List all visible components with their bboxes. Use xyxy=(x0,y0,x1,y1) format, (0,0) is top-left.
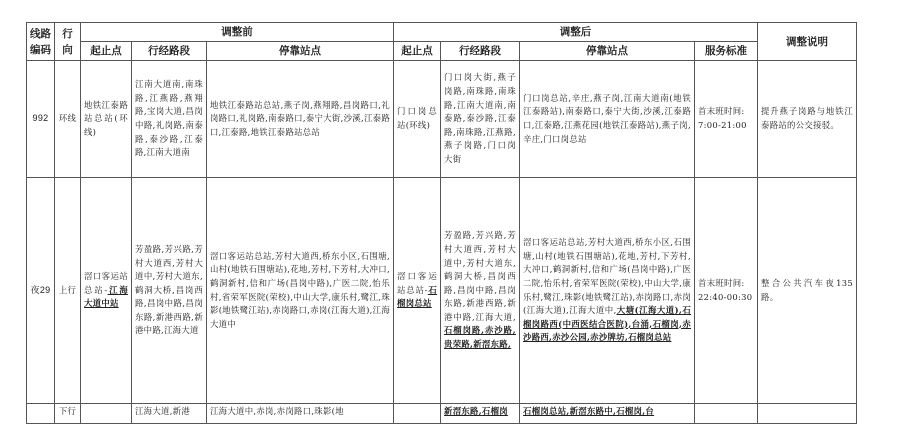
header-note: 调整说明 xyxy=(758,23,857,61)
route-direction: 上行 xyxy=(55,178,81,404)
after-terminal xyxy=(394,178,441,404)
before-stops: 江海大道中,赤岗,赤岗路口,珠影(地 xyxy=(207,404,394,424)
route-adjustment-table-frame xyxy=(26,22,856,424)
service-standard xyxy=(695,178,758,404)
before-terminal: 地铁江泰路站总站(环线) xyxy=(81,61,132,178)
before-terminal-start: 滘口客运站总站- xyxy=(84,271,128,295)
after-stops: 门口岗总站,辛庄,燕子岗,江南大道南(地铁江泰路站),南泰路口,泰宁大街,沙溪,江泰路口,江泰路,江燕花园(地铁江泰路站),燕子岗,辛庄,门口岗总站 xyxy=(520,61,695,178)
service-time: 7:00-21:00 xyxy=(698,120,747,130)
before-route: 江海大道,新港 xyxy=(132,404,207,424)
adjustment-note: 提升燕子岗路与地铁江泰路站的公交接驳。 xyxy=(758,61,857,178)
header-service: 服务标准 xyxy=(695,42,758,61)
after-stops: 石榴岗总站,新滘东路中,石榴岗,台 xyxy=(520,404,695,424)
header-after-stops: 停靠站点 xyxy=(520,42,695,61)
header-row-2 xyxy=(27,42,857,61)
after-route: 门口岗大街,燕子岗路,南珠路,南珠路,江南大道南,南泰路,泰沙路,江泰路,南珠路,江燕路,燕子岗路,门口岗大街 xyxy=(441,61,520,178)
before-route: 江南大道南,南珠路,江燕路,燕翔路,宝岗大道,昌岗中路,礼岗路,南泰路,泰沙路,江泰路,江南大道南 xyxy=(132,61,207,178)
header-code: 线路编码 xyxy=(27,23,55,61)
header-before: 调整前 xyxy=(81,23,394,42)
service-label: 首末班时间: xyxy=(698,106,745,117)
route-adjustment-table xyxy=(26,22,857,424)
after-route-unchanged: 芳盈路,芳兴路,芳村大道西,芳村大道中,芳村大道东,鹤洞大桥,昌岗西路,昌岗中路,昌岗东路,新港西路,新港中路,江海大道, xyxy=(444,230,517,322)
after-stops-changed: 大塘(江海大道),石榴岗路西(中西医结合医院),台涌,石榴岗,赤沙路西,赤沙公园,赤沙牌坊,石榴岗总站 xyxy=(523,305,692,343)
service-standard xyxy=(695,61,758,178)
after-route-changed: 石榴岗路,赤沙路,贵荣路,新滘东路, xyxy=(444,325,517,350)
route-direction: 环线 xyxy=(55,61,81,178)
before-terminal-end: 江海大道中站 xyxy=(84,284,128,309)
table-row xyxy=(27,404,857,424)
adjustment-note-empty xyxy=(758,404,857,424)
route-code: 992 xyxy=(27,61,55,178)
service-time: 22:40-00:30 xyxy=(698,291,753,302)
before-terminal xyxy=(81,178,132,404)
service-label: 首末班时间: xyxy=(698,277,745,288)
after-route: 新滘东路,石榴岗 xyxy=(441,404,520,424)
header-after-route: 行经路段 xyxy=(441,42,520,61)
header-after: 调整后 xyxy=(394,23,758,42)
after-terminal-start: 滘口客运站总站- xyxy=(397,271,438,295)
header-direction: 行向 xyxy=(55,23,81,61)
before-stops: 地铁江泰路站总站,燕子岗,燕翔路,昌岗路口,礼岗路口,礼岗路,南泰路口,泰宁大街,沙溪,江泰路口,江泰路,地铁江泰路站总站 xyxy=(207,61,394,178)
route-code: 夜29 xyxy=(27,178,55,404)
table-row xyxy=(27,178,857,404)
header-before-terminal: 起止点 xyxy=(81,42,132,61)
header-before-route: 行经路段 xyxy=(132,42,207,61)
before-terminal-empty xyxy=(81,404,132,424)
route-code-empty xyxy=(27,404,55,424)
after-route xyxy=(441,178,520,404)
route-direction: 下行 xyxy=(55,404,81,424)
after-stops xyxy=(520,178,695,404)
adjustment-note: 整合公共汽车夜135路。 xyxy=(758,178,857,404)
before-stops: 滘口客运站总站,芳村大道西,桥东小区,石围塘,山村(地铁石围塘站),花地,芳村,下芳村,大冲口,鹤洞新村,信和广场(昌岗中路),广医二院,怡乐村,省荣军医院(荣校),中山大学,康乐村,鹭江,珠影(地铁鹭江站),赤岗路口,赤岗(江海大道),江海大道中 xyxy=(207,178,394,404)
before-route: 芳盈路,芳兴路,芳村大道西,芳村大道中,芳村大道东,鹤洞大桥,昌岗西路,昌岗中路,昌岗东路,新港西路,新港中路,江海大道 xyxy=(132,178,207,404)
service-standard-empty xyxy=(695,404,758,424)
after-terminal-end: 石榴岗总站 xyxy=(397,284,438,309)
header-row-1 xyxy=(27,23,857,42)
header-after-terminal: 起止点 xyxy=(394,42,441,61)
after-terminal-empty xyxy=(394,404,441,424)
after-terminal: 门口岗总站(环线) xyxy=(394,61,441,178)
table-row xyxy=(27,61,857,178)
after-stops-unchanged: 滘口客运站总站,芳村大道西,桥东小区,石围塘,山村(地铁石围塘站),花地,芳村,下芳村,大冲口,鹤洞新村,信和广场(昌岗中路),广医二院,怡乐村,省荣军医院(荣校),中山大学,康乐村,鹭江,珠影(地铁鹭江站),赤岗路口,赤岗(江海大道),江海大道中, xyxy=(523,237,692,316)
header-before-stops: 停靠站点 xyxy=(207,42,394,61)
